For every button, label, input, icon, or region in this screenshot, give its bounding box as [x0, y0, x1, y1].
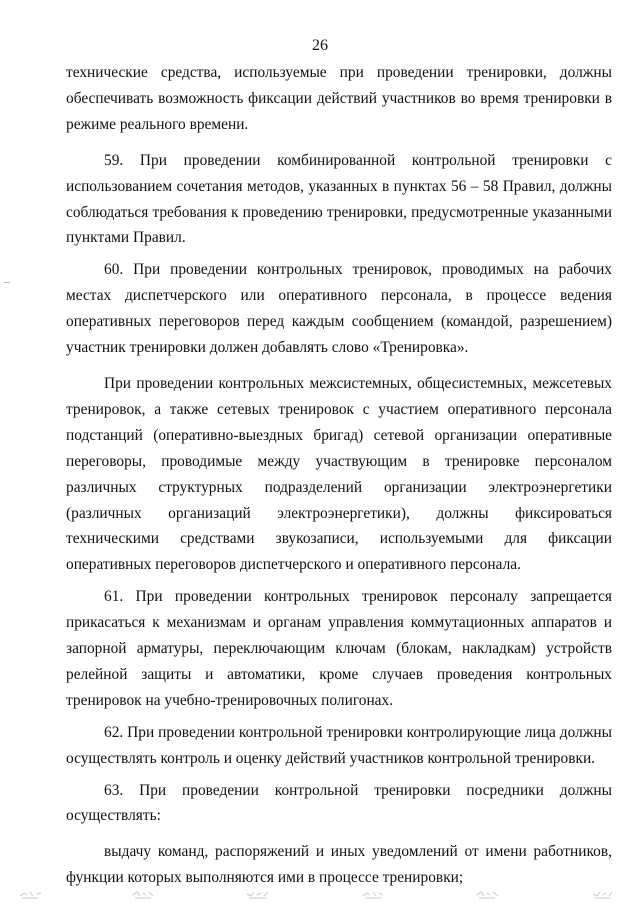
scan-speck	[4, 271, 12, 274]
page-number: 26	[312, 37, 328, 54]
scan-mark	[475, 888, 501, 900]
paragraph-60-continued: При проведении контрольных межсистемных, общесистемных, межсетевых тренировок, а также сетевых тренировок с участием оперативного персонала подстанций (оперативно-выездных бригад) сетевой организации оперативные переговоры, проводимые между участвующим в тренировке персоналом различных структурных подразделений организации электроэнергетики (различных организаций электроэнергетики), должны фиксироваться техническими средствами звукозаписи, используемыми для фиксации оперативных переговоров диспетчерского и оперативного персонала.	[66, 374, 612, 574]
paragraph-61: 61. При проведении контрольных тренировок персоналу запрещается прикасаться к механизмам и органам управления коммутационных аппаратов и запорной арматуры, переключающим ключам (блокам, накладкам) устройств релейной защиты и автоматики, кроме случаев проведения контрольных тренировок на учебно-тренировочных полигонах.	[66, 588, 612, 709]
scan-mark	[590, 888, 616, 900]
paragraph-continuation: технические средства, используемые при проведении тренировки, должны обеспечивать возможность фиксации действий участников во время тренировки в режиме реального времени.	[66, 64, 612, 133]
scan-mark	[360, 888, 386, 900]
paragraph-59: 59. При проведении комбинированной контрольной тренировки с использованием сочетания методов, указанных в пунктах 56 – 58 Правил, должны соблюдаться требования к проведению тренировки, предусмотренные указанными пунктами Правил.	[66, 151, 612, 247]
document-body	[66, 60, 612, 891]
scan-mark	[18, 888, 44, 900]
scan-footer-marks	[0, 888, 640, 902]
paragraph-62: 62. При проведении контрольной тренировки контролирующие лица должны осуществлять контроль и оценку действий участников контрольной тренировки.	[66, 723, 612, 767]
paragraph-60: 60. При проведении контрольных тренировок, проводимых на рабочих местах диспетчерского или оперативного персонала, в процессе ведения оперативных переговоров перед каждым сообщением (командой, разрешением) участник тренировки должен добавлять слово «Тренировка».	[66, 261, 612, 357]
scan-mark	[130, 888, 156, 900]
paragraph-63: 63. При проведении контрольной тренировки посредники должны осуществлять:	[66, 781, 612, 825]
paragraph-63-item: выдачу команд, распоряжений и иных уведомлений от имени работников, функции которых выполняются ими в процессе тренировки;	[66, 843, 612, 887]
scan-mark	[245, 888, 271, 900]
